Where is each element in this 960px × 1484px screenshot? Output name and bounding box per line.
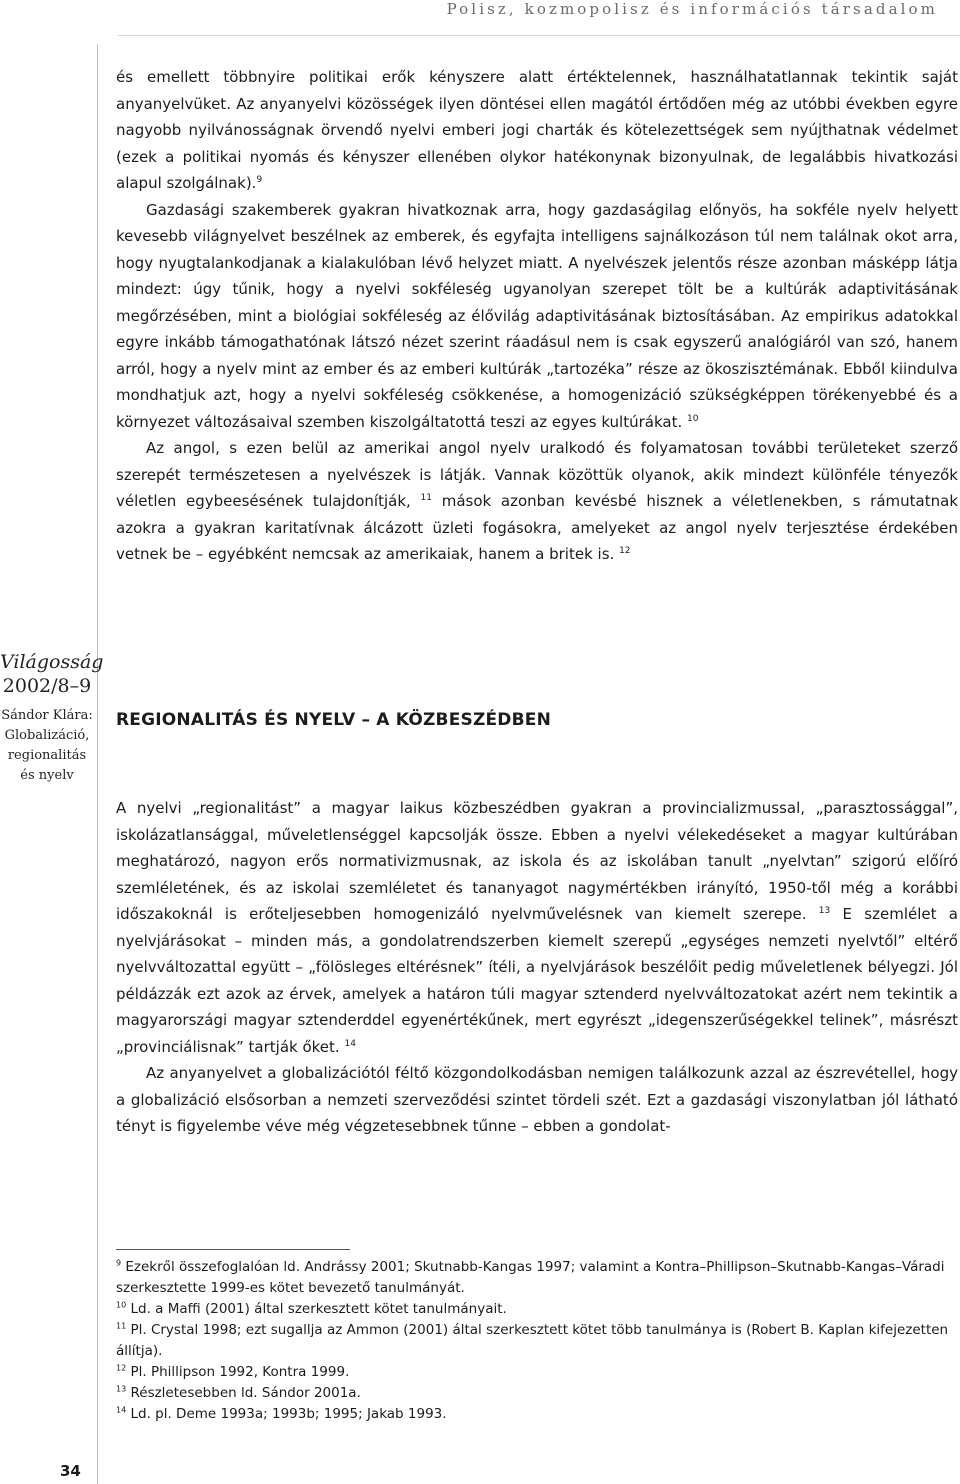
article-title-line: és nyelv (20, 768, 74, 783)
footnote-number: 10 (116, 1300, 127, 1310)
footnote-ref[interactable]: 9 (256, 175, 263, 185)
article-title-line: regionalitás (7, 748, 87, 763)
paragraph (116, 795, 958, 1060)
footnote-ref[interactable]: 14 (344, 1038, 356, 1049)
body-text-bottom (116, 795, 958, 1140)
margin-note (0, 650, 104, 786)
footnote-number: 14 (116, 1405, 127, 1415)
paragraph-text: E szemlélet a nyelvjárásokat – minden más, a gondolatrendszerben kiemelt szerepű „egységes nemzeti nyelvtől” eltérő nyelvváltozattal együtt – „fölösleges eltérésnek” ítéli, a nyelvjárások beszélőit pedig műveletlenek bélyegzi. Jól példázzák ezt azok az érvek, amelyek a határon túli magyar sztenderd nyelvváltozatokat azért nem tekintik a magyarországi magyar sztenderddel egyenértékűnek, mert egyrészt „idegenszerűségekkel telinek”, másrészt „provinciálisnak” tartják őket. (116, 905, 958, 1056)
journal-issue: 2002/8–9 (2, 675, 92, 697)
paragraph-text: mások azonban kevésbé hisznek a véletlenekben, s rámutatnak azokra a gyakran karitatívnak álcázott üzleti fogásokra, amelyeket az angol nyelv terjesztése érdekében vetnek be – egyébként nemcsak az amerikaiak, hanem a britek is. (116, 492, 958, 563)
paragraph (116, 435, 958, 568)
footnote-text: Részletesebben ld. Sándor 2001a. (130, 1385, 361, 1401)
footnote (116, 1257, 958, 1299)
paragraph-text: és emellett többnyire politikai erők kényszere alatt értéktelennek, használhatatlannak tekintik saját anyanyelvüket. Az anyanyelvi közösségek ilyen döntései ellen magától értődően még az utóbbi években egyre nagyobb nyilvánosságnak örvendő nyelvi emberi jogi charták és kötelezettségek sem nyújthatnak védelmet (ezek a politikai nyomás és kényszer ellenében olykor hatékonynak bizonyulnak, de legalábbis hivatkozási alapul szolgálnak). (116, 68, 958, 192)
paragraph-text: Az anyanyelvet a globalizációtól féltő közgondolkodásban nemigen találkozunk azzal az észrevétellel, hogy a globalizáció elsősorban a nemzeti szerveződési szintet tördeli szét. Ezt a gazdasági viszonylatban jól látható tényt is figyelembe véve még végzetesebbnek tűnne – ebben a gondolat- (116, 1064, 958, 1135)
paragraph (116, 1060, 958, 1140)
footnote-rule (116, 1249, 350, 1250)
footnote (116, 1320, 958, 1362)
article-author: Sándor Klára: (1, 708, 93, 723)
article-title-line: Globalizáció, (4, 728, 90, 743)
footnote (116, 1299, 958, 1320)
footnote (116, 1383, 958, 1404)
body-text-top (116, 64, 958, 568)
paragraph-text: Gazdasági szakemberek gyakran hivatkoznak arra, hogy gazdaságilag előnyös, ha sokféle nyelv helyett kevesebb világnyelvet beszélnek az emberek, és egyfajta intelligens sajnálkozáson túl nem találnak okot arra, hogy nyugtalankodjanak a kialakulóban lévő helyzet miatt. A nyelvészek jelentős része azonban másképp látja mindezt: úgy tűnik, hogy a nyelvi sokféleség ugyanolyan szerepet tölt be a kultúrák adaptivitásának megőrzésében, mint a biológiai sokféleség az élővilág adaptivitásának biztosításában. Az empirikus adatokkal egyre inkább támogathatónak látszó nézet szerint ráadásul nem is csak egyszerű analógiáról van szó, hanem arról, hogy a nyelv mint az ember és az emberi kultúrák „tartozéka” része az ökoszisztémának. Ebből kiindulva mondhatjuk azt, hogy a nyelvi sokféleség csökkenése, a homogenizáció szükségképpen törékenyebbé és a környezet változásaival szemben kiszolgáltatottá teszi az egyes kultúrákat. (116, 200, 958, 431)
paragraph (116, 64, 958, 197)
paragraph-text: A nyelvi „regionalitást” a magyar laikus közbeszédben gyakran a provincializmussal, „parasztossággal”, iskolázatlansággal, műveletlenséggel kapcsolják össze. Ebben a nyelvi vélekedéseket a magyar kultúrában meghatározó, nagyon erős normativizmusnak, az iskola és az iskolában tanult „nyelvtan” szigorú előíró szemléletének, és az iskolai szemléletet és tananyagot nagymértékben irányító, 1950-től még a korábbi időszakoknál is erőteljesebben homogenizáló nyelvművelésnek van kiemelt szerepe. (116, 799, 958, 923)
running-title: Polisz, kozmopolisz és információs társadalom (446, 0, 938, 18)
footnote (116, 1404, 958, 1425)
footnote-number: 12 (116, 1363, 127, 1373)
footnote-text: Pl. Crystal 1998; ezt sugallja az Ammon (2001) által szerkesztett kötet több tanulmánya is (Robert B. Kaplan kifejezetten állítja). (116, 1322, 949, 1359)
footnote-ref[interactable]: 13 (818, 906, 831, 916)
footnotes (116, 1257, 958, 1425)
footnote-text: Pl. Phillipson 1992, Kontra 1999. (130, 1364, 350, 1380)
journal-name: Világosság (0, 651, 104, 673)
footnote-ref[interactable]: 12 (619, 546, 631, 556)
footnote-text: Ld. pl. Deme 1993a; 1993b; 1995; Jakab 1993. (130, 1406, 447, 1422)
footnote-text: Ld. a Maffi (2001) által szerkesztett kötet tanulmányait. (130, 1301, 507, 1317)
section-heading: REGIONALITÁS ÉS NYELV – A KÖZBESZÉDBEN (116, 710, 552, 730)
page-number: 34 (60, 1462, 81, 1480)
footnote-number: 11 (116, 1321, 127, 1331)
gutter-rule (97, 44, 98, 1484)
header-rule (118, 35, 960, 36)
footnote-ref[interactable]: 10 (687, 413, 699, 424)
footnote (116, 1362, 958, 1383)
footnote-number: 13 (116, 1384, 127, 1394)
footnote-text: Ezekről összefoglalóan ld. Andrássy 2001; Skutnabb-Kangas 1997; valamint a Kontra–Phillipson–Skutnabb-Kangas–Váradi szerkesztette 1999-es kötet bevezető tanulmányát. (116, 1259, 945, 1296)
page-header (0, 0, 960, 40)
footnote-number: 9 (116, 1258, 122, 1268)
paragraph (116, 197, 958, 436)
footnote-ref[interactable]: 11 (420, 493, 432, 503)
paragraph-text: Az angol, s ezen belül az amerikai angol nyelv uralkodó és folyamatosan további területeket szerző szerepét természetesen a nyelvészek is látják. Vannak közöttük olyanok, akik mindezt különféle tényezők véletlen egybeesésének tulajdonítják, (116, 439, 958, 510)
